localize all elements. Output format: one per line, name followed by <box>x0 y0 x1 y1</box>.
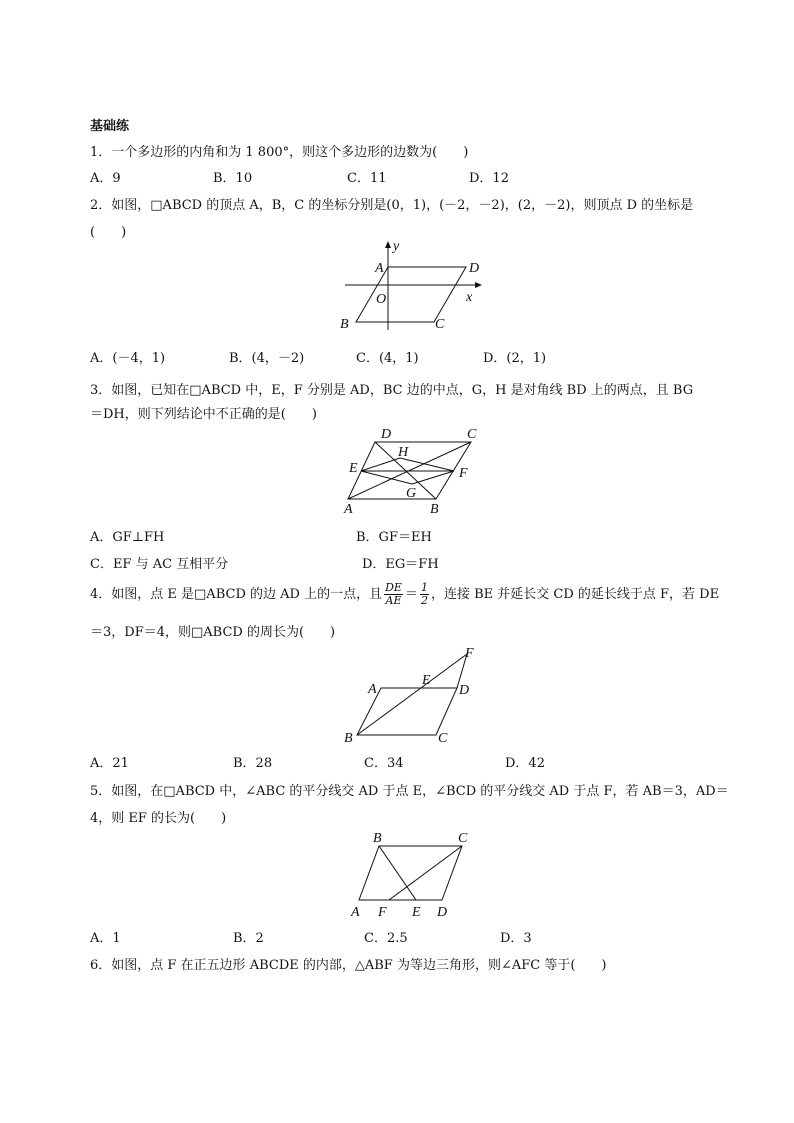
q5-label-e: E <box>412 905 421 920</box>
q4-frac2-num: 1 <box>420 581 428 594</box>
q4-label-b: B <box>344 731 353 745</box>
q3-label-e: E <box>349 461 358 476</box>
q3-option-c: C．EF 与 AC 互相平分 <box>90 557 229 572</box>
q5-label-c: C <box>458 831 468 846</box>
q4-frac1-num: DE <box>385 581 402 594</box>
q5-bisector-cf <box>389 846 462 900</box>
q3-option-b: B．GF＝EH <box>356 530 432 545</box>
q2-label-y: y <box>393 239 400 254</box>
q3-label-c: C <box>467 427 477 442</box>
q4-stem-line1 <box>90 582 719 607</box>
q2-label-b: B <box>340 317 349 332</box>
q5-bisector-be <box>379 846 416 900</box>
q2-label-a: A <box>375 261 384 276</box>
q2-option-a: A．(－4，1) <box>90 351 166 366</box>
q3-label-f: F <box>459 466 468 481</box>
q6-stem: 6．如图，点 F 在正五边形 ABCDE 的内部，△ABF 为等边三角形，则∠AFC 等于( ) <box>90 958 607 973</box>
q2-label-c: C <box>435 317 445 332</box>
q5-label-d: D <box>437 905 448 920</box>
q3-segment-gf <box>412 471 454 484</box>
q4-figure <box>340 645 480 745</box>
section-title: 基础练 <box>90 119 130 134</box>
q3-label-h: H <box>398 445 409 460</box>
q5-label-f: F <box>378 905 387 920</box>
q5-option-a: A．1 <box>90 931 121 946</box>
q4-eq: ＝ <box>404 587 418 602</box>
q4-label-a: A <box>368 682 377 697</box>
q4-option-c: C．34 <box>364 756 404 771</box>
q3-option-a: A．GF⊥FH <box>90 530 165 545</box>
q4-option-d: D．42 <box>505 756 545 771</box>
q5-stem-line2: 4，则 EF 的长为( ) <box>90 811 227 826</box>
q1-option-d: D．12 <box>469 171 509 186</box>
q2-parallelogram <box>356 267 466 322</box>
q3-stem-line1: 3．如图，已知在□ABCD 中，E，F 分别是 AD，BC 边的中点，G，H 是对角线 BD 上的两点，且 BG <box>90 383 694 398</box>
q4-option-b: B．28 <box>233 756 273 771</box>
q3-label-g: G <box>406 486 417 501</box>
q2-y-arrow <box>385 241 391 248</box>
q3-option-d: D．EG＝FH <box>362 557 439 572</box>
q3-stem-line2: ＝DH，则下列结论中不正确的是( ) <box>90 407 317 422</box>
q1-stem: 1．一个多边形的内角和为 1 800°，则这个多边形的边数为( ) <box>90 145 469 160</box>
q3-figure <box>340 425 480 517</box>
q2-option-b: B．(4，－2) <box>229 351 305 366</box>
q1-option-a: A．9 <box>90 171 121 186</box>
q4-label-d: D <box>459 683 470 698</box>
q5-label-b: B <box>373 831 382 846</box>
q5-option-c: C．2.5 <box>364 931 408 946</box>
q2-x-arrow <box>475 282 482 288</box>
q4-stem-post: ，连接 BE 并延长交 CD 的延长线于点 F，若 DE <box>430 587 720 602</box>
q2-label-o: O <box>376 292 387 307</box>
q4-label-e: E <box>422 673 431 688</box>
q2-stem-line1: 2．如图，□ABCD 的顶点 A，B，C 的坐标分别是(0，1)，(－2，－2)，(2，－2)，则顶点 D 的坐标是 <box>90 198 694 213</box>
q1-option-b: B．10 <box>213 171 253 186</box>
q2-option-c: C．(4，1) <box>356 351 419 366</box>
q5-option-b: B．2 <box>233 931 264 946</box>
q2-stem-line2: ( ) <box>90 225 127 240</box>
q2-label-x: x <box>466 290 473 305</box>
q3-label-b: B <box>430 502 439 517</box>
q3-label-a: A <box>344 502 353 517</box>
q4-frac1-den: AE <box>385 594 402 607</box>
q5-stem-line1: 5．如图，在□ABCD 中，∠ABC 的平分线交 AD 于点 E，∠BCD 的平分线交 AD 于点 F，若 AB＝3，AD＝ <box>90 784 729 799</box>
q4-frac2-den: 2 <box>420 594 428 607</box>
q2-figure <box>335 238 485 338</box>
q4-label-c: C <box>438 731 448 745</box>
q4-label-f: F <box>465 646 474 661</box>
q4-fraction-half <box>420 582 429 607</box>
q2-option-d: D．(2，1) <box>483 351 547 366</box>
q5-option-d: D．3 <box>500 931 532 946</box>
q4-stem-line2: ＝3，DF＝4，则□ABCD 的周长为( ) <box>90 625 336 640</box>
q5-figure <box>345 828 475 920</box>
q4-fraction-de-ae <box>384 582 403 607</box>
q5-label-a: A <box>351 905 360 920</box>
q4-stem-pre: 4．如图，点 E 是□ABCD 的边 AD 上的一点，且 <box>90 587 383 602</box>
q4-option-a: A．21 <box>90 756 129 771</box>
q3-label-d: D <box>381 427 392 442</box>
q2-label-d: D <box>469 261 480 276</box>
q1-option-c: C．11 <box>347 171 387 186</box>
